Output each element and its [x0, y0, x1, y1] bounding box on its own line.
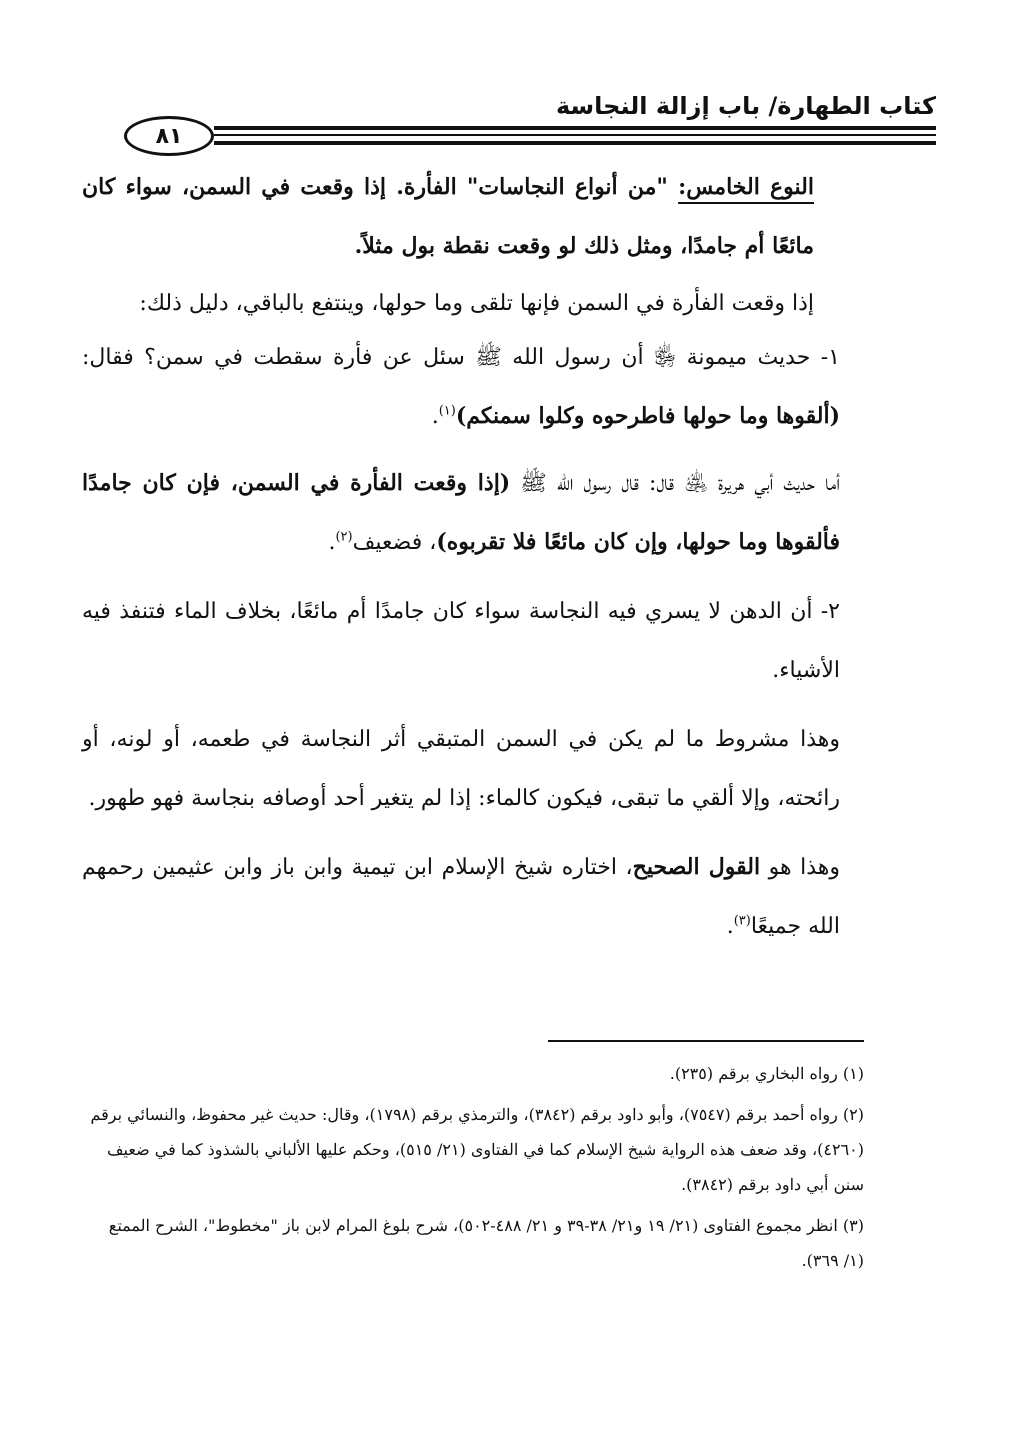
- page-number: [124, 116, 214, 156]
- paragraph-text-2: ، فضعيف: [352, 530, 437, 555]
- section-label: النوع الخامس:: [678, 174, 814, 200]
- paragraph-abu-hurayra-hadith: [82, 454, 840, 572]
- hadith-quote: (ألقوها وما حولها فاطرحوه وكلوا سمنكم): [455, 403, 840, 429]
- paragraph-text: وهذا هو: [760, 855, 840, 880]
- paragraph-correct-view: [82, 838, 840, 956]
- header-rule-middle: [214, 134, 936, 136]
- running-title: كتاب الطهارة/ باب إزالة النجاسة: [555, 92, 936, 120]
- paragraph-text: ١- حديث ميمونة ﵂ أن رسول الله ﷺ سئل عن فأرة سقطت في سمن؟ فقال:: [82, 345, 840, 370]
- paragraph-text: أما حديث أبي هريرة ﵁ قال: قال رسول الله ﷺ: [510, 471, 840, 496]
- paragraph-text: "من أنواع النجاسات" الفأرة. إذا وقعت في السمن، سواء كان مائعًا أم جامدًا، ومثل ذلك لو وقعت نقطة بول مثلاً.: [82, 174, 814, 259]
- paragraph-second-evidence: ٢- أن الدهن لا يسري فيه النجاسة سواء كان جامدًا أم مائعًا، بخلاف الماء فتنفذ فيه الأشياء.: [82, 599, 840, 683]
- footnotes: [90, 1056, 864, 1284]
- footnote-separator: [548, 1040, 864, 1042]
- paragraph-text-2: ، اختاره شيخ الإسلام ابن تيمية وابن باز وابن عثيمين رحمهم الله جميعًا: [82, 855, 840, 939]
- footnote-ref-1[interactable]: (١): [438, 403, 456, 419]
- paragraph-maymuna-hadith: [82, 328, 840, 446]
- footnote-3: (٣) انظر مجموع الفتاوى (٢١/ ١٩ و٢١/ ٣٨-٣٩ و ٢١/ ٤٨٨-٥٠٢)، شرح بلوغ المرام لابن باز "مخطوط"، الشرح الممتع (١/ ٣٦٩).: [108, 1216, 864, 1270]
- header-rule-top: [214, 126, 936, 130]
- paragraph-ruling: إذا وقعت الفأرة في السمن فإنها تلقى وما حولها، وينتفع بالباقي، دليل ذلك:: [139, 291, 814, 316]
- paragraph-end: .: [431, 404, 439, 429]
- paragraph-end: .: [328, 530, 336, 555]
- header-rule-bottom: [214, 141, 936, 145]
- paragraph-type-five: [82, 158, 814, 276]
- paragraph-condition: وهذا مشروط ما لم يكن في السمن المتبقي أثر النجاسة في طعمه، أو لونه، أو رائحته، وإلا ألقي ما تبقى، فيكون كالماء: إذا لم يتغير أحد أوصافه بنجاسة فهو طهور.: [82, 727, 840, 811]
- footnote-ref-3[interactable]: (٣): [733, 913, 751, 929]
- paragraph-end: .: [726, 914, 734, 939]
- footnote-1: (١) رواه البخاري برقم (٢٣٥).: [669, 1064, 864, 1083]
- page-number-text: ٨١: [155, 123, 183, 149]
- footnote-2: (٢) رواه أحمد برقم (٧٥٤٧)، وأبو داود برقم (٣٨٤٢)، والترمذي برقم (١٧٩٨)، وقال: حديث غير محفوظ، والنسائي برقم (٤٢٦٠)، وقد ضعف هذه الرواية شيخ الإسلام كما في الفتاوى (٢١/ ٥١٥)، وحكم عليها الألباني بالشذوذ كما في ضعيف سنن أبي داود برقم (٣٨٤٢).: [90, 1105, 864, 1194]
- hadith-quote: (إذا وقعت الفأرة في السمن، فإن كان جامدًا فألقوها وما حولها، وإن كان مائعًا فلا تقربوه): [82, 470, 840, 555]
- footnote-ref-2[interactable]: (٢): [335, 529, 353, 545]
- bold-phrase: القول الصحيح: [632, 854, 761, 880]
